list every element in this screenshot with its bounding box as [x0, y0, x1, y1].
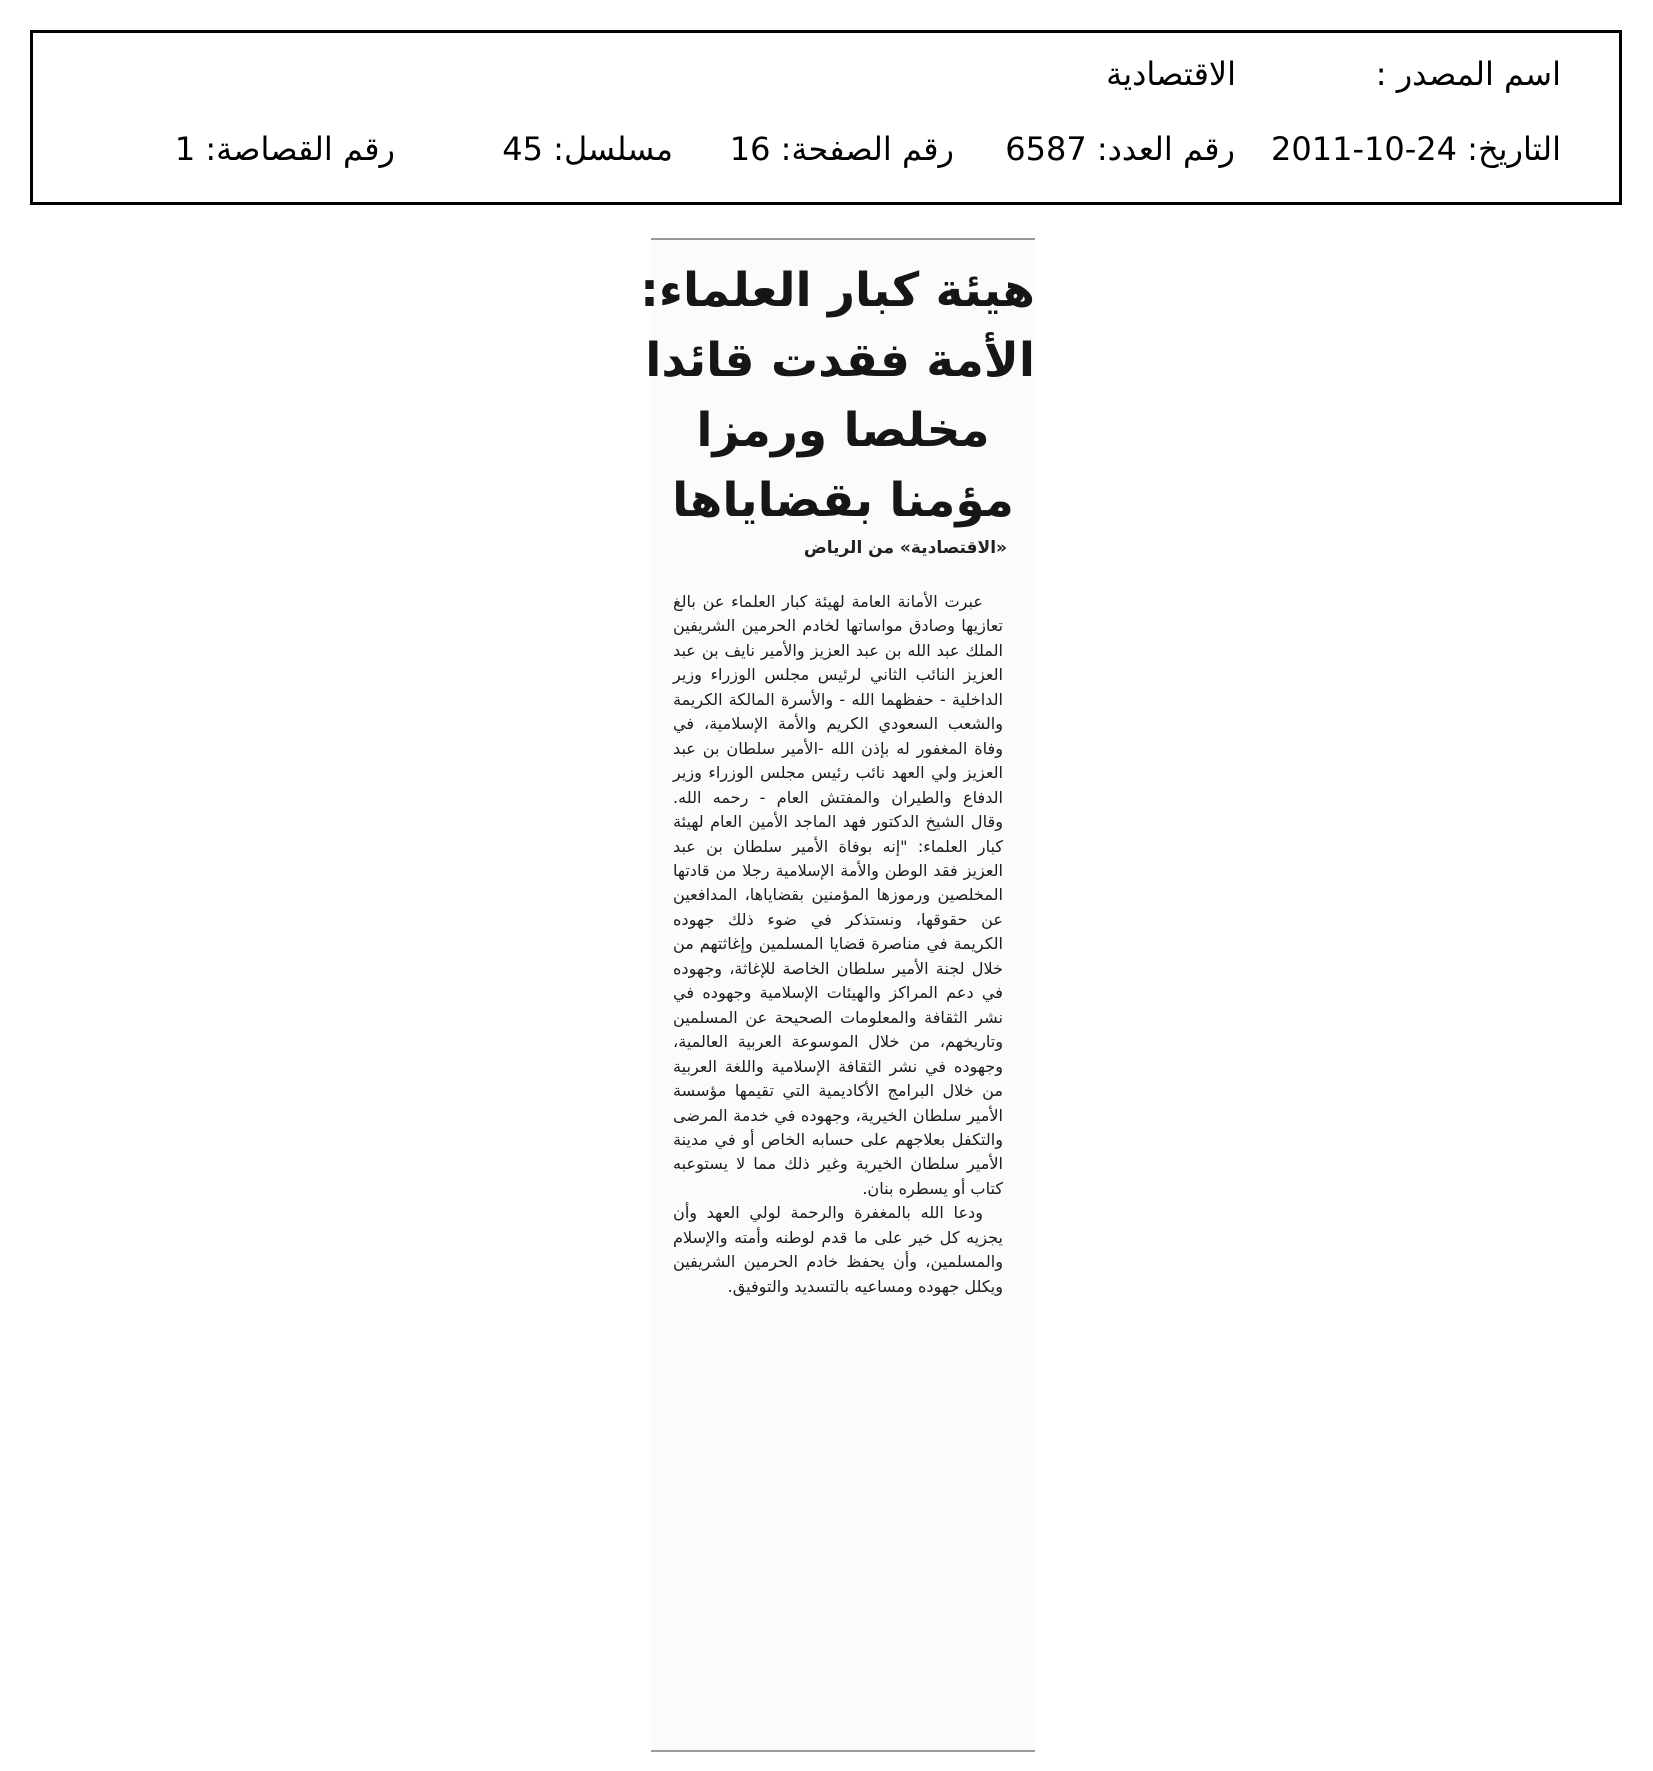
headline-line: هيئة كبار العلماء: [640, 263, 1035, 318]
article-paragraph: عبرت الأمانة العامة لهيئة كبار العلماء عن بالغ تعازيها وصادق مواساتها لخادم الحرمين الشريفين الملك عبد الله بن عبد العزيز والأمير نايف بن عبد العزيز النائب الثاني لرئيس مجلس الوزراء وزير الداخلية - حفظهما الله - والأسرة المالكة الكريمة والشعب السعودي الكريم والأمة الإسلامية، في وفاة المغفور له بإذن الله -الأمير سلطان بن عبد العزيز ولي العهد نائب رئيس مجلس الوزراء وزير الدفاع والطيران والمفتش العام - رحمه الله. وقال الشيخ الدكتور فهد الماجد الأمين العام لهيئة كبار العلماء: "إنه بوفاة الأمير سلطان بن عبد العزيز فقد الوطن والأمة الإسلامية رجلا من قادتها المخلصين ورموزها المؤمنين بقضاياها، المدافعين عن حقوقها، ونستذكر في ضوء ذلك جهوده الكريمة في مناصرة قضايا المسلمين وإغاثتهم من خلال لجنة الأمير سلطان الخاصة للإغاثة، وجهوده في دعم المراكز والهيئات الإسلامية وجهوده في نشر الثقافة والمعلومات الصحيحة عن المسلمين وتاريخهم، من خلال الموسوعة العربية العالمية، وجهوده في نشر الثقافة الإسلامية واللغة العربية من خلال البرامج الأكاديمية التي تقيمها مؤسسة الأمير سلطان الخيرية، وجهوده في خدمة المرضى والتكفل بعلاجهم على حسابه الخاص أو في مدينة الأمير سلطان الخيرية وغير ذلك مما لا يستوعبه كتاب أو يسطره بنان. [673, 592, 1003, 1198]
article-headline [640, 256, 1035, 536]
source-value: الاقتصادية [1106, 55, 1236, 93]
column-top-rule [651, 238, 1035, 240]
article-body [673, 590, 1003, 1299]
headline-line: مخلصا ورمزا [696, 403, 990, 458]
serial-number-field: مسلسل: 45 [502, 130, 673, 168]
source-label: اسم المصدر : [1375, 55, 1561, 93]
clip-number-field: رقم القصاصة: 1 [174, 130, 395, 168]
article-paragraph: ودعا الله بالمغفرة والرحمة لولي العهد وأن يجزيه كل خير على ما قدم لوطنه وأمته والإسلام والمسلمين، وأن يحفظ خادم الحرمين الشريفين ويكلل جهوده ومساعيه بالتسديد والتوفيق. [673, 1203, 1003, 1296]
date-field: التاريخ: 24-10-2011 [1271, 130, 1561, 168]
newspaper-clipping [640, 238, 1035, 1752]
page-number-field: رقم الصفحة: 16 [729, 130, 954, 168]
column-bottom-rule [651, 1750, 1035, 1752]
issue-number-field: رقم العدد: 6587 [1005, 130, 1235, 168]
headline-line: الأمة فقدت قائدا [645, 333, 1035, 388]
article-byline: «الاقتصادية» من الرياض [803, 538, 1007, 558]
headline-line: مؤمنا بقضاياها [672, 473, 1014, 528]
clipping-metadata-box [30, 30, 1622, 205]
